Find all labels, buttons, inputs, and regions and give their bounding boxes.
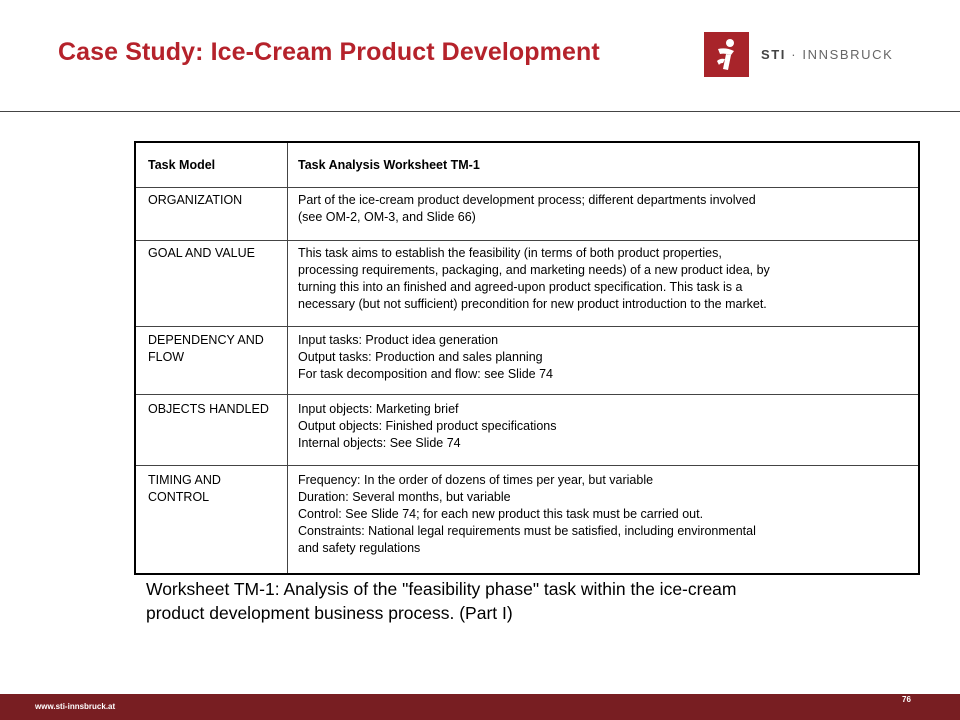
- row-content: [288, 241, 920, 327]
- row-label: OBJECTS HANDLED: [135, 395, 288, 466]
- row-label: DEPENDENCY AND FLOW: [135, 327, 288, 395]
- table-row: [135, 327, 919, 395]
- caption-line: product development business process. (Part I): [146, 603, 513, 623]
- sti-logo-mark: [704, 32, 749, 77]
- row-label: ORGANIZATION: [135, 188, 288, 241]
- content-line: Constraints: National legal requirements must be satisfied, including environmental: [298, 524, 756, 538]
- footer-bar: [0, 694, 960, 720]
- table-row: [135, 466, 919, 575]
- row-label: GOAL AND VALUE: [135, 241, 288, 327]
- row-content: [288, 327, 920, 395]
- header-divider: [0, 111, 960, 112]
- slide-title: Case Study: Ice-Cream Product Development: [58, 38, 600, 66]
- sti-logo: [704, 32, 893, 77]
- content-line: Input tasks: Product idea generation: [298, 333, 499, 347]
- worksheet-caption: [146, 577, 906, 625]
- table-row: [135, 188, 919, 241]
- content-line: and safety regulations: [298, 541, 421, 555]
- table-row: [135, 241, 919, 327]
- content-line: Part of the ice-cream product development process; different departments involved: [298, 193, 756, 207]
- page-number: 76: [902, 695, 911, 704]
- table-row: [135, 395, 919, 466]
- content-line: Input objects: Marketing brief: [298, 402, 459, 416]
- table-header-row: [135, 142, 919, 188]
- row-content: [288, 395, 920, 466]
- header-worksheet: Task Analysis Worksheet TM-1: [288, 142, 920, 188]
- row-content: [288, 188, 920, 241]
- row-content: [288, 466, 920, 575]
- content-line: Output objects: Finished product specifications: [298, 419, 557, 433]
- row-label: TIMING AND CONTROL: [135, 466, 288, 575]
- content-line: Control: See Slide 74; for each new product this task must be carried out.: [298, 507, 704, 521]
- content-line: Frequency: In the order of dozens of times per year, but variable: [298, 473, 654, 487]
- content-line: processing requirements, packaging, and marketing needs) of a new product idea, by: [298, 263, 770, 277]
- caption-line: Worksheet TM-1: Analysis of the "feasibility phase" task within the ice-cream: [146, 579, 737, 599]
- content-line: This task aims to establish the feasibility (in terms of both product properties,: [298, 246, 722, 260]
- content-line: (see OM-2, OM-3, and Slide 66): [298, 210, 476, 224]
- header-task-model: Task Model: [135, 142, 288, 188]
- content-line: Output tasks: Production and sales planning: [298, 350, 543, 364]
- content-line: Duration: Several months, but variable: [298, 490, 511, 504]
- content-line: For task decomposition and flow: see Slide 74: [298, 367, 553, 381]
- content-line: Internal objects: See Slide 74: [298, 436, 461, 450]
- footer-url[interactable]: www.sti-innsbruck.at: [35, 702, 116, 711]
- content-line: necessary (but not sufficient) precondition for new product introduction to the market.: [298, 297, 767, 311]
- task-analysis-worksheet: [134, 141, 920, 575]
- content-line: turning this into an finished and agreed-upon product specification. This task is a: [298, 280, 743, 294]
- sti-logo-text: STI · INNSBRUCK: [761, 47, 894, 62]
